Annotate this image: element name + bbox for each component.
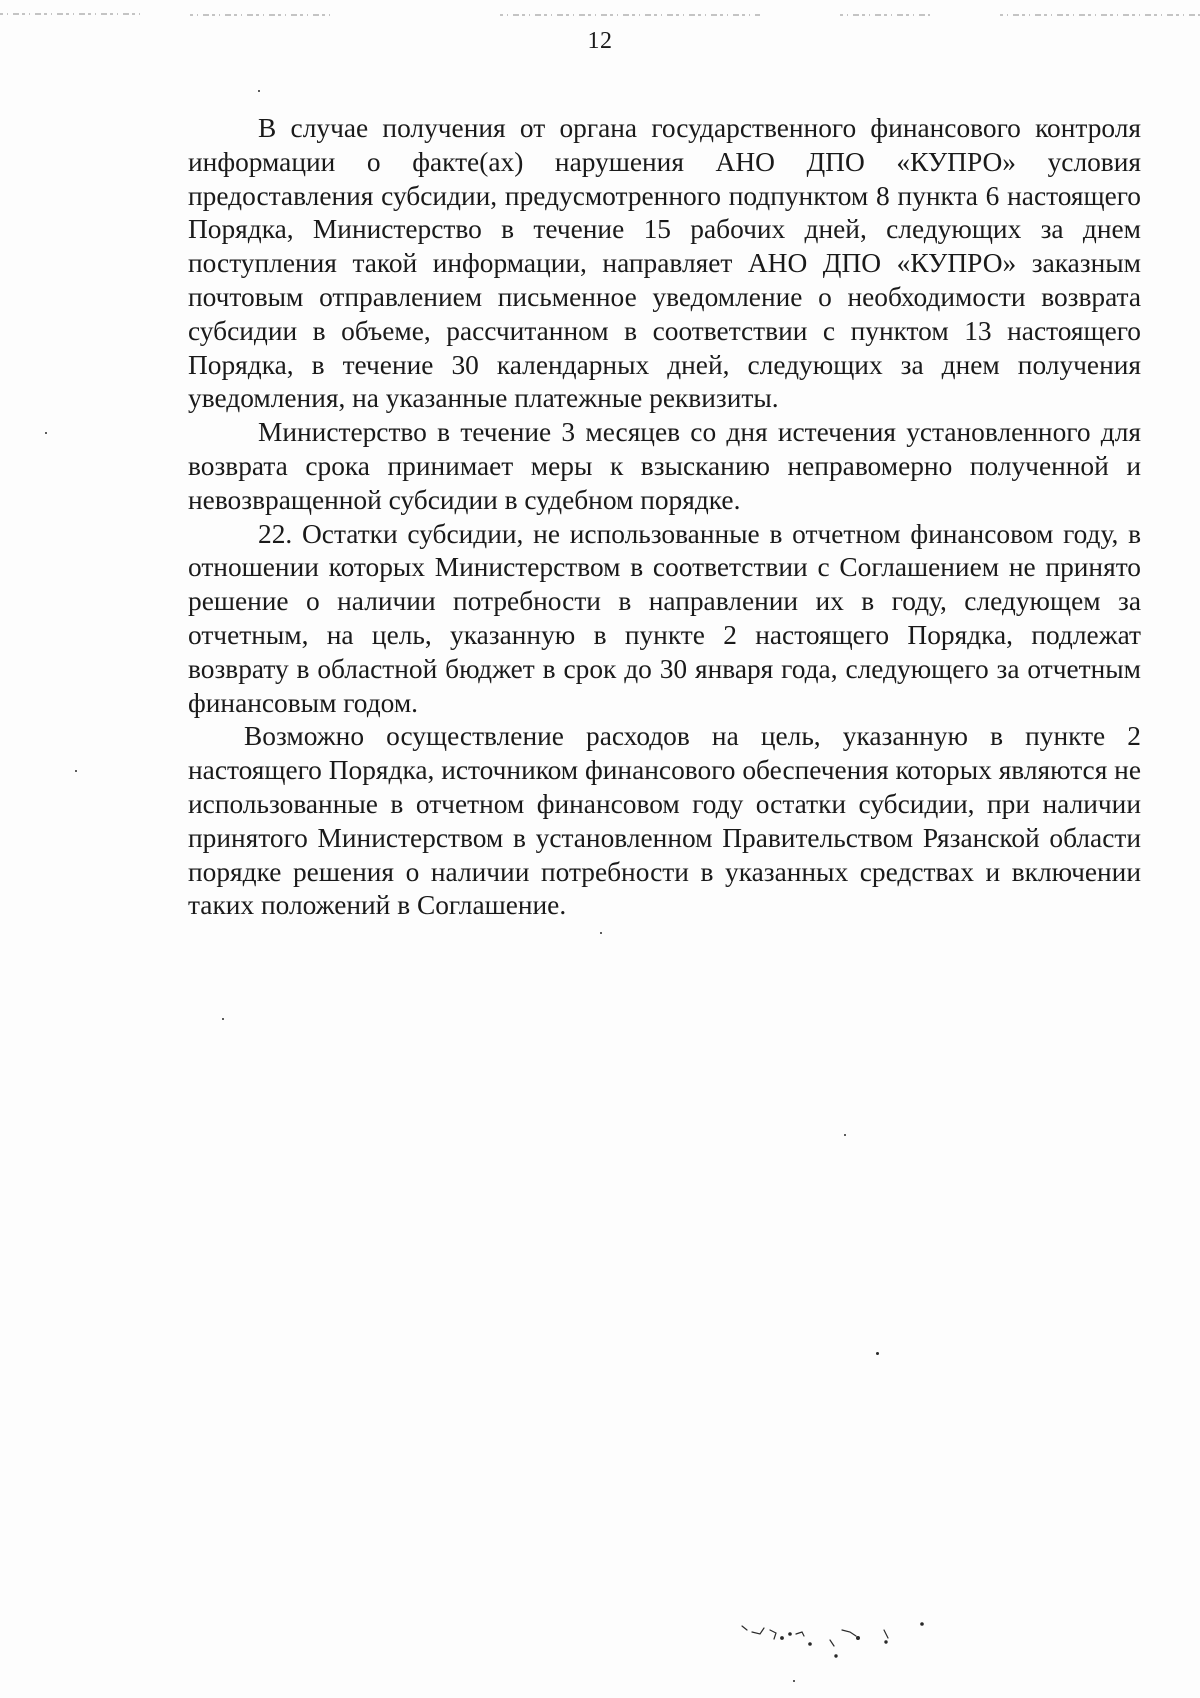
scan-speck xyxy=(75,770,77,772)
scan-speck xyxy=(600,932,602,934)
scan-speck xyxy=(876,1352,879,1355)
paragraph: Министерство в течение 3 месяцев со дня истечения установленного для возврата срока принимает меры к взысканию неправомерно полученной и невозвращенной субсидии в судебном порядке. xyxy=(188,417,1141,515)
paragraph: 22. Остатки субсидии, не использованные в отчетном финансовом году, в отношении которых Министерством в соответствии с Соглашением не принято решение о наличии потребности в направлении их в году, следующем за отчетным, на цель, указанную в пункте 2 настоящего Порядка, подлежат возврату в областной бюджет в срок до 30 января года, следующего за отчетным финансовым годом. xyxy=(188,518,1141,718)
page-number: 12 xyxy=(587,28,613,54)
scan-speck xyxy=(45,432,47,434)
paragraph: Возможно осуществление расходов на цель, указанную в пункте 2 настоящего Порядка, источником финансового обеспечения которых являются не использованные в отчетном финансовом году остатки субсидии, при наличии принятого Министерством в установленном Правительством Рязанской области порядке решения о наличии потребности в указанных средствах и включении таких положений в Соглашение. xyxy=(188,721,1141,921)
paragraph: В случае получения от органа государственного финансового контроля информации о факте(ах) нарушения АНО ДПО «КУПРО» условия предоставления субсидии, предусмотренного подпунктом 8 пункта 6 настоящего Порядка, Министерство в течение 15 рабочих дней, следующих за днем поступления такой информации, направляет АНО ДПО «КУПРО» заказным почтовым отправлением письменное уведомление о необходимости возврата субсидии в объеме, рассчитанном в соответствии с пунктом 13 настоящего Порядка, в течение 30 календарных дней, следующих за днем получения уведомления, на указанные платежные реквизиты. xyxy=(188,113,1141,414)
scan-speck xyxy=(793,1680,795,1682)
scan-noise-cluster xyxy=(730,1604,990,1664)
scan-edge-artifact xyxy=(0,12,1200,18)
scan-speck xyxy=(258,90,260,92)
scan-speck xyxy=(222,1018,224,1020)
document-body xyxy=(188,112,1141,923)
scan-speck xyxy=(844,1134,846,1136)
